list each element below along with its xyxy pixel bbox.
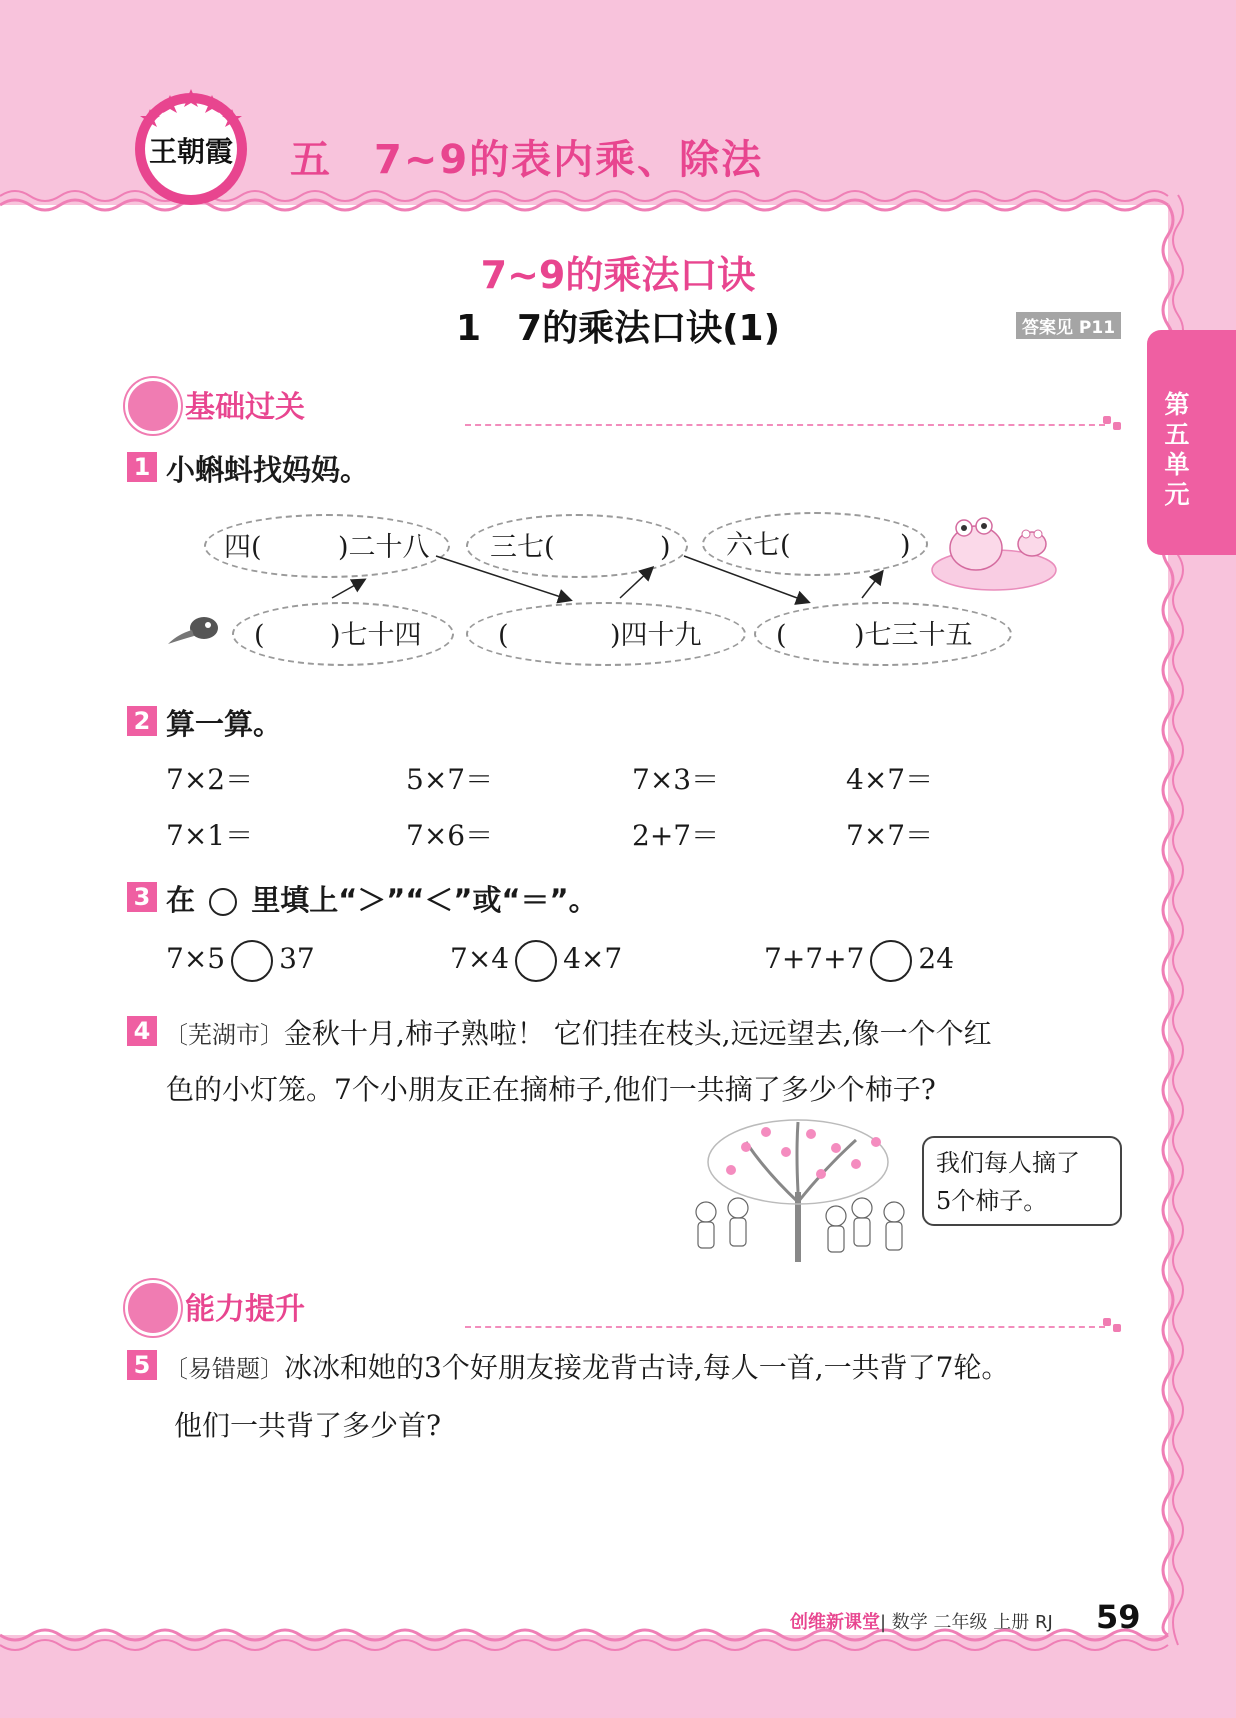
footer-brand: 创维新课堂 [790,1612,880,1633]
question-number-3: 3 [127,882,157,912]
section-header-advanced [125,1280,1125,1330]
answer-reference-tag: 答案见 P11 [1016,312,1121,339]
ellipse-bottom-1-right: )七十四 [330,620,422,651]
ellipse-bottom-2-right: )四十九 [610,620,702,651]
unit-title: 五 7~9的表内乘、除法 [290,137,764,183]
question-4-source: 〔芜湖市〕 [164,1021,284,1049]
ellipse-bottom-1-left: ( [254,620,265,651]
section-label-advanced: 能力提升 [185,1292,305,1327]
ellipse-bottom-3-left: ( [776,620,787,651]
compare-1-answer-circle[interactable] [231,940,273,982]
page-number: 59 [1096,1598,1141,1636]
student-avatar-icon [125,378,181,434]
children-picking-persimmons-illustration [686,1112,916,1272]
ellipse-top-1-right: )二十八 [338,532,430,563]
question-4-line-2: 色的小灯笼。7个小朋友正在摘柿子,他们一共摘了多少个柿子? [166,1073,936,1106]
calc-r2-c1: 7×1＝ [166,819,254,852]
frog-on-lily-pad-icon [924,508,1064,593]
speech-line-1: 我们每人摘了 [936,1149,1080,1177]
compare-item-1 [166,936,315,982]
question-5-line-2: 他们一共背了多少首? [174,1409,442,1442]
question-5-text-1: 冰冰和她的3个好朋友接龙背古诗,每人一首,一共背了7轮。 [284,1351,1010,1384]
question-number-2: 2 [127,706,157,736]
speech-bubble [922,1136,1122,1226]
circle-icon [209,888,237,916]
section-dots-icon [1103,416,1125,432]
calc-r1-c4: 4×7＝ [846,763,934,796]
arrow-1 [332,580,364,598]
tadpole-icon [164,610,224,650]
question-4-text-1: 金秋十月,柿子熟啦！ 它们挂在枝头,远远望去,像一个个红 [284,1017,992,1050]
ellipse-top-3-left: 六七( [726,530,791,561]
compare-2-left: 7×4 [450,942,510,975]
section-dashed-line [465,1326,1105,1328]
arrow-2 [436,556,570,600]
footer-info: | 数学 二年级 上册 RJ [880,1612,1053,1633]
calc-r1-c3: 7×3＝ [632,763,720,796]
ellipse-top-1-left: 四( [224,532,262,563]
compare-2-right: 4×7 [563,942,623,975]
question-3-title-b: 里填上“＞”“＜”或“＝”。 [251,883,598,917]
ellipse-top-3-right: ) [900,530,911,561]
compare-item-3 [764,936,954,982]
lesson-title: 1 7的乘法口诀(1) [455,308,781,349]
question-3-title [166,878,598,919]
compare-1-left: 7×5 [166,942,226,975]
calc-r1-c2: 5×7＝ [406,763,494,796]
compare-2-answer-circle[interactable] [515,940,557,982]
calc-r2-c2: 7×6＝ [406,819,494,852]
calc-r2-c4: 7×7＝ [846,819,934,852]
arrow-5 [862,572,882,598]
ellipse-top-2-left: 三七( [490,532,555,563]
speech-line-2: 5个柿子。 [936,1187,1048,1215]
arrow-4 [684,556,808,602]
section-title: 7~9的乘法口诀 [480,253,756,297]
student-avatar-icon [125,1280,181,1336]
publisher-logo [130,85,252,207]
question-1-title: 小蝌蚪找妈妈。 [166,453,370,487]
question-5-source: 〔易错题〕 [164,1355,284,1383]
compare-3-left: 7+7+7 [764,942,865,975]
compare-1-right: 37 [279,942,315,975]
question-3-title-a: 在 [166,883,196,917]
question-2-title: 算一算。 [166,707,283,741]
compare-item-2 [450,936,622,982]
question-number-1: 1 [127,452,157,482]
ellipse-bottom-3-right: )七三十五 [854,620,973,651]
question-4-line-1 [164,1012,992,1052]
ellipse-top-2-right: ) [660,532,671,563]
arrow-3 [620,568,652,598]
section-label-basic: 基础过关 [185,390,305,425]
section-dashed-line [465,424,1105,426]
section-header-basic [125,378,1125,428]
unit-side-tab-label: 第五单元 [1164,390,1190,509]
q1-arrows [150,500,1050,650]
question-number-4: 4 [127,1016,157,1046]
question-number-5: 5 [127,1350,157,1380]
compare-3-right: 24 [918,942,955,975]
calc-r2-c3: 2+7＝ [632,819,720,852]
section-dots-icon [1103,1318,1125,1334]
logo-text: 王朝霞 [148,135,234,168]
question-5-line-1 [164,1346,1009,1386]
ellipse-bottom-2-left: ( [498,620,509,651]
compare-3-answer-circle[interactable] [870,940,912,982]
calc-r1-c1: 7×2＝ [166,763,254,796]
